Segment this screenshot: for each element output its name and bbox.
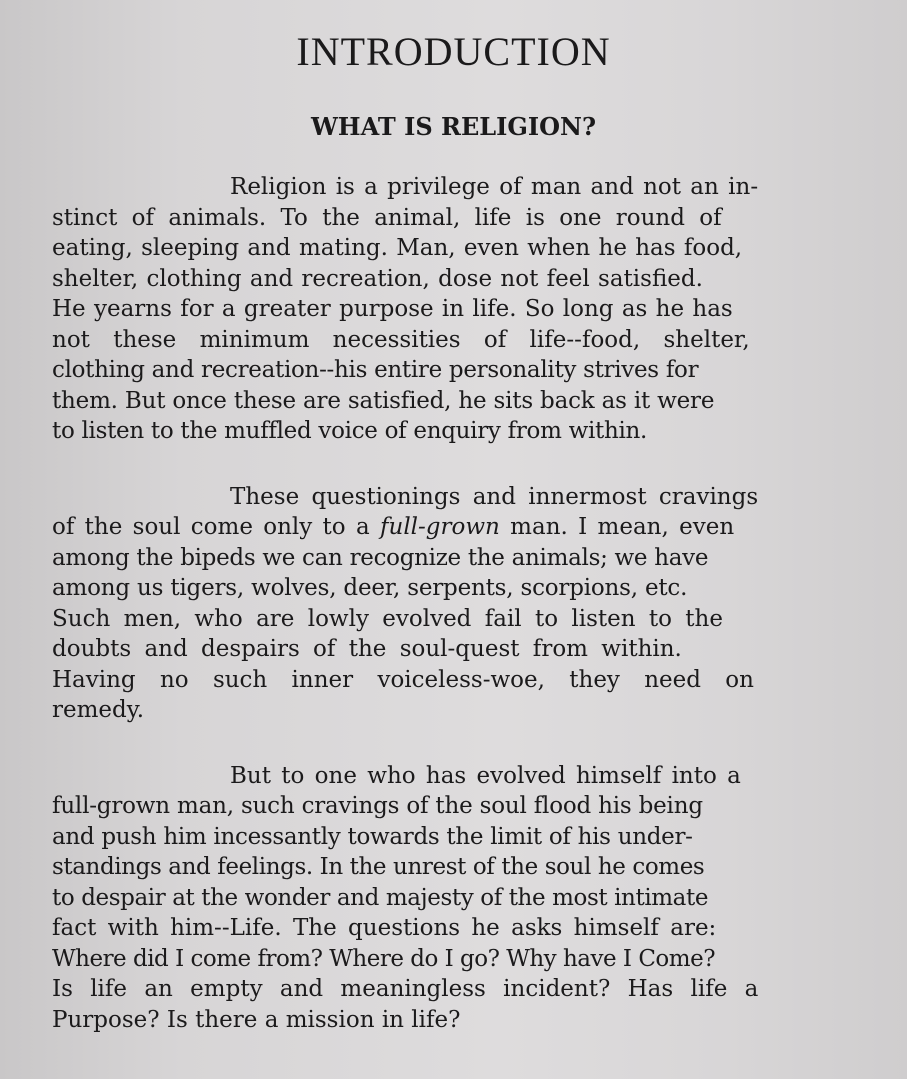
text-line: These questionings and innermost cravings bbox=[230, 483, 759, 510]
paragraph-gap bbox=[52, 726, 842, 761]
text-line: standings and feelings. In the unrest of the soul he comes bbox=[52, 854, 705, 880]
paragraph-gap bbox=[52, 447, 842, 482]
text-line: fact with him--Life. The questions he asks himself are: bbox=[52, 915, 717, 941]
text-line: shelter, clothing and recreation, dose not feel satisfied. bbox=[52, 265, 703, 292]
text-line: Religion is a privilege of man and not an in- bbox=[230, 174, 759, 200]
text-line: among us tigers, wolves, deer, serpents, scorpions, etc. bbox=[52, 575, 688, 601]
text-line: But to one who has evolved himself into a bbox=[230, 762, 741, 789]
section-heading: WHAT IS RELIGION? bbox=[310, 112, 597, 141]
text-line: Where did I come from? Where do I go? Why have I Come? bbox=[52, 945, 716, 972]
text-line: full-grown man, such cravings of the soul flood his being bbox=[52, 793, 703, 819]
emphasis-text: full-grown bbox=[380, 514, 500, 540]
text-segment: man. I mean, even bbox=[499, 514, 735, 540]
text-line: clothing and recreation--his entire personality strives for bbox=[52, 357, 699, 383]
text-line: doubts and despairs of the soul-quest from within. bbox=[52, 636, 682, 662]
text-line: Such men, who are lowly evolved fail to listen to the bbox=[52, 605, 723, 632]
text-line: them. But once these are satisfied, he sits back as it were bbox=[52, 387, 715, 414]
text-segment: of the soul come only to a bbox=[52, 514, 380, 540]
text-line: not these minimum necessities of life--food, shelter, bbox=[52, 326, 750, 353]
text-line bbox=[52, 512, 842, 543]
text-line: Having no such inner voiceless-woe, they need on bbox=[52, 666, 754, 693]
text-line: among the bipeds we can recognize the animals; we have bbox=[52, 544, 709, 571]
text-line: He yearns for a greater purpose in life. So long as he has bbox=[52, 296, 733, 322]
text-line: eating, sleeping and mating. Man, even when he has food, bbox=[52, 235, 743, 261]
text-line: to listen to the muffled voice of enquiry from within. bbox=[52, 418, 648, 444]
text-line: stinct of animals. To the animal, life is one round of bbox=[52, 204, 722, 231]
text-line: and push him incessantly towards the limit of his under- bbox=[52, 823, 693, 850]
text-line: remedy. bbox=[52, 697, 144, 723]
body-text bbox=[52, 172, 842, 1035]
page-title: INTRODUCTION bbox=[296, 29, 611, 74]
text-line: to despair at the wonder and majesty of the most intimate bbox=[52, 884, 709, 911]
text-line: Purpose? Is there a mission in life? bbox=[52, 1006, 461, 1033]
text-line: Is life an empty and meaningless incident? Has life a bbox=[52, 976, 759, 1002]
